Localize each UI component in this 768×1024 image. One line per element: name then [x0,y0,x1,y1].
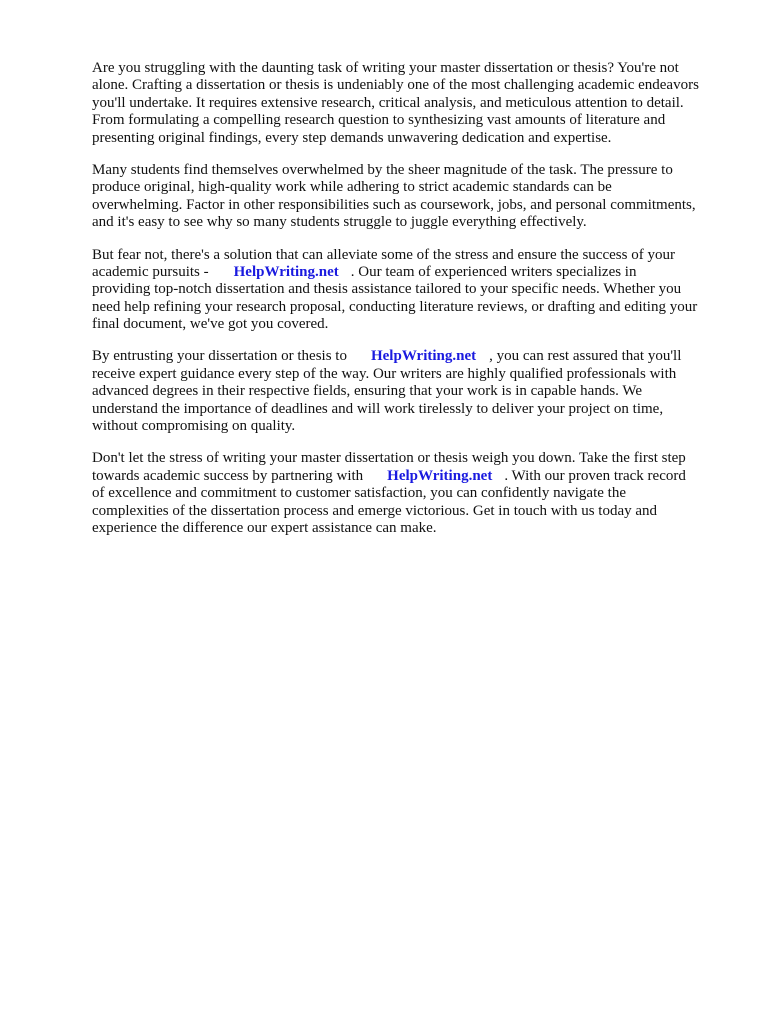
text-segment: By entrusting your dissertation or thesis to [92,348,347,365]
document-page [92,60,722,552]
text-line: providing top-notch dissertation and thesis assistance tailored to your specific needs. Whether you [92,281,682,298]
helpwriting-link[interactable]: HelpWriting.net [370,348,477,365]
text-line: of excellence and commitment to customer satisfaction, you can confidently navigate the [92,485,626,502]
text-line [92,468,722,485]
text-segment: . With our proven track record [504,467,686,484]
text-line: produce original, high-quality work while adhering to strict academic standards can be [92,179,612,196]
text-line: Are you struggling with the daunting task of writing your master dissertation or thesis? You're not [92,60,679,76]
text-segment: . Our team of experienced writers specializes in [350,263,637,280]
paragraph-closing [92,450,722,537]
text-line: alone. Crafting a dissertation or thesis is undeniably one of the most challenging academic endeavors [92,77,699,94]
text-segment: towards academic success by partnering with [92,467,364,484]
text-line: Don't let the stress of writing your master dissertation or thesis weigh you down. Take the first step [92,450,686,467]
text-line [92,348,722,365]
helpwriting-link[interactable]: HelpWriting.net [233,263,339,280]
text-line: Many students find themselves overwhelmed by the sheer magnitude of the task. The pressure to [92,161,673,178]
paragraph-solution [92,247,722,334]
text-line: experience the difference our expert assistance can make. [92,519,437,536]
text-line: final document, we've got you covered. [92,316,329,333]
text-line: From formulating a compelling research question to synthesizing vast amounts of literature and [92,112,666,129]
text-line: But fear not, there's a solution that can alleviate some of the stress and ensure the success of your [92,246,675,263]
text-line: advanced degrees in their respective fields, ensuring that your work is in capable hands. We [92,383,642,400]
paragraph-intro [92,60,722,147]
text-segment: academic pursuits - [92,263,209,280]
text-line: and it's easy to see why so many students struggle to juggle everything effectively. [92,214,587,231]
text-line: overwhelming. Factor in other responsibilities such as coursework, jobs, and personal commitments, [92,196,696,213]
text-line: need help refining your research proposal, conducting literature reviews, or drafting and editing your [92,298,698,315]
text-line: you'll undertake. It requires extensive research, critical analysis, and meticulous attention to detail. [92,94,684,111]
text-line [92,264,722,281]
text-line: presenting original findings, every step demands unwavering dedication and expertise. [92,129,612,146]
text-line: understand the importance of deadlines and will work tirelessly to deliver your project on time, [92,400,664,417]
text-segment: , you can rest assured that you'll [489,348,682,365]
helpwriting-link[interactable]: HelpWriting.net [387,467,493,484]
text-line: receive expert guidance every step of the way. Our writers are highly qualified professionals with [92,365,677,382]
paragraph-entrusting [92,348,722,435]
text-line: without compromising on quality. [92,418,296,435]
paragraph-challenges [92,162,722,232]
text-line: complexities of the dissertation process and emerge victorious. Get in touch with us today and [92,502,658,519]
